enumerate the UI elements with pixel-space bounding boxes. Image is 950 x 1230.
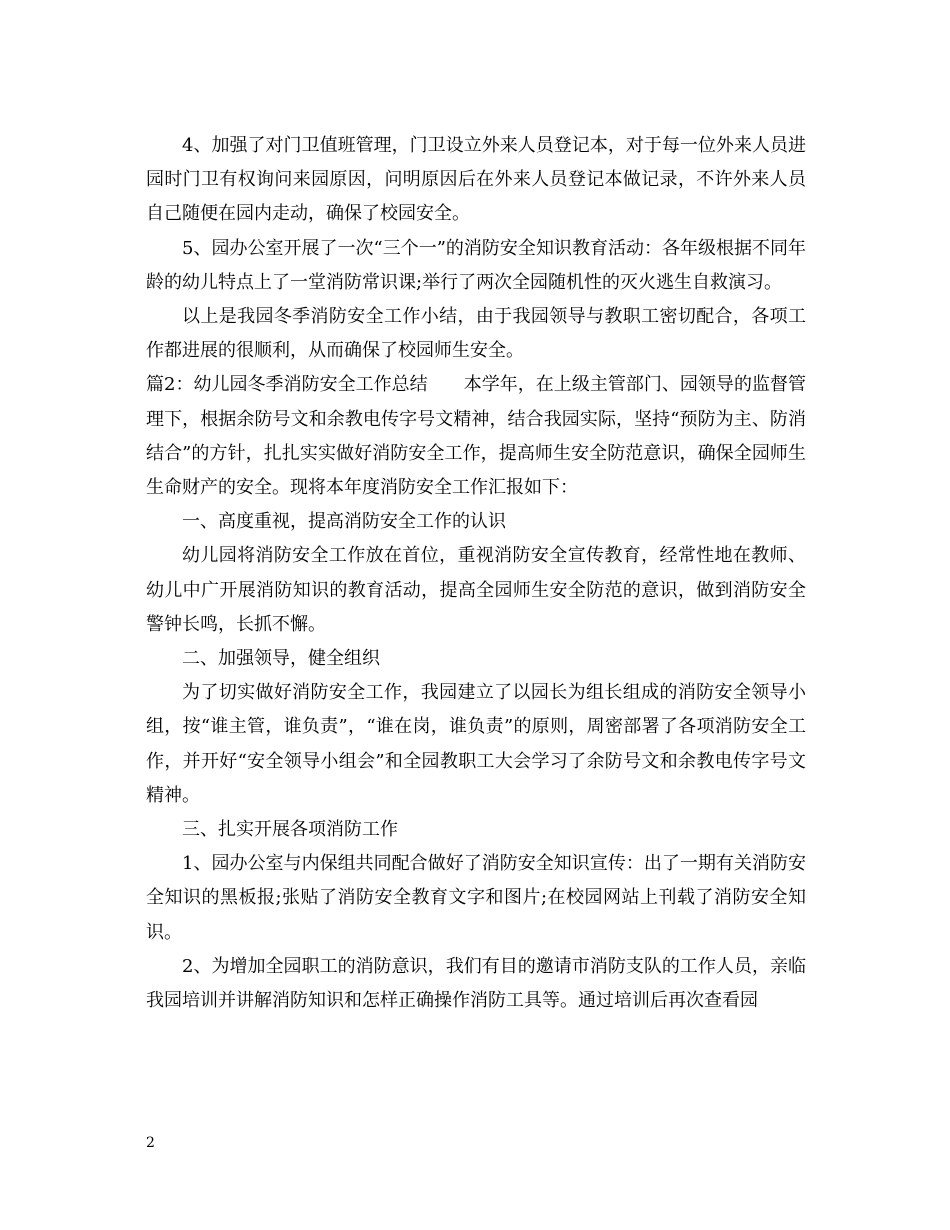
paragraph-item-5: 5、园办公室开展了一次“三个一”的消防安全知识教育活动：各年级根据不同年龄的幼儿特点上了一堂消防常识课;举行了两次全园随机性的灭火逃生自救演习。 <box>146 237 806 293</box>
paragraph-section-2-intro: 篇2：幼儿园冬季消防安全工作总结 本学年，在上级主管部门、园领导的监督管理下，根据余防号文和余教电传字号文精神，结合我园实际，坚持“预防为主、防消结合”的方针，扎扎实实做好消防安全工作，提高师生安全防范意识，确保全园师生生命财产的安全。现将本年度消防安全工作汇报如下： <box>146 374 806 499</box>
paragraph-item-2: 2、为增加全园职工的消防意识，我们有目的邀请市消防支队的工作人员，亲临我园培训并讲解消防知识和怎样正确操作消防工具等。通过培训后再次查看园 <box>146 955 806 1012</box>
heading-two: 二、加强领导，健全组织 <box>182 648 380 670</box>
paragraph-item-4: 4、加强了对门卫值班管理，门卫设立外来人员登记本，对于每一位外来人员进园时门卫有权询问来园原因，问明原因后在外来人员登记本做记录，不许外来人员自己随便在园内走动，确保了校园安全。 <box>146 135 806 225</box>
paragraph-summary: 以上是我园冬季消防安全工作小结，由于我园领导与教职工密切配合，各项工作都进展的很顺利，从而确保了校园师生安全。 <box>146 306 806 362</box>
heading-three: 三、扎实开展各项消防工作 <box>182 819 398 841</box>
page-number: 2 <box>146 1135 155 1151</box>
document-body <box>146 129 806 1018</box>
paragraph-heading-one-body: 幼儿园将消防安全工作放在首位，重视消防安全宣传教育，经常性地在教师、幼儿中广开展消防知识的教育活动，提高全园师生安全防范的意识，做到消防安全警钟长鸣，长抓不懈。 <box>146 545 806 635</box>
paragraph-item-1: 1、园办公室与内保组共同配合做好了消防安全知识宣传：出了一期有关消防安全知识的黑板报;张贴了消防安全教育文字和图片;在校园网站上刊载了消防安全知识。 <box>146 853 806 943</box>
paragraph-heading-two-body: 为了切实做好消防安全工作，我园建立了以园长为组长组成的消防安全领导小组，按“谁主管，谁负责”，“谁在岗，谁负责”的原则，周密部署了各项消防安全工作，并开好“安全领导小组会”和全园教职工大会学习了余防号文和余教电传字号文精神。 <box>146 682 806 806</box>
heading-one: 一、高度重视，提高消防安全工作的认识 <box>182 511 506 533</box>
